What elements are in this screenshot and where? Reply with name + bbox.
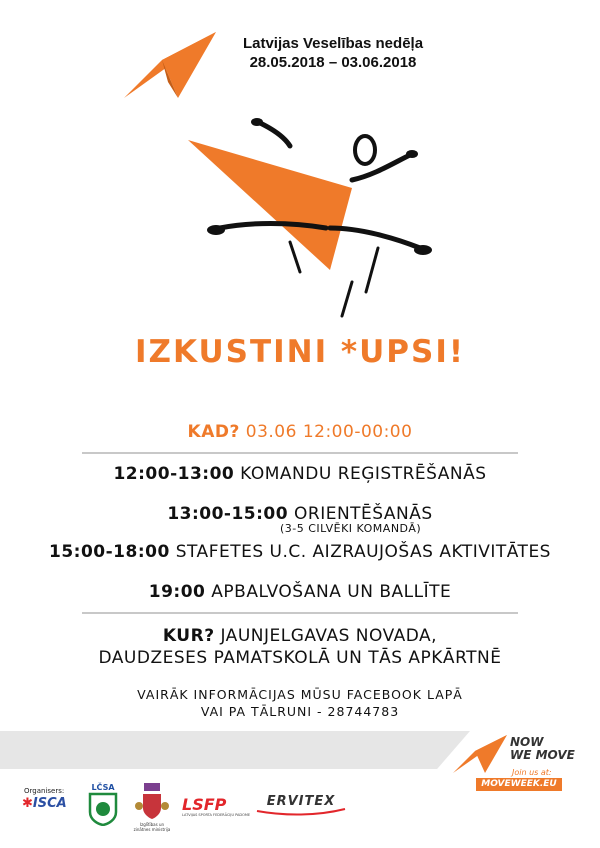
schedule-time: 12:00-13:00: [113, 464, 235, 484]
lsfp-subtitle: LATVIJAS SPORTA FEDERĀCIJU PADOME: [182, 813, 251, 817]
isca-logo-text: ISCA: [32, 796, 67, 811]
schedule-activity: KOMANDU REĢISTRĒŠANĀS: [240, 464, 487, 484]
info-line-2: VAI PA TĀLRUNI - 28744783: [200, 704, 400, 719]
coat-of-arms-icon: [135, 782, 169, 822]
when-label: KAD?: [187, 422, 240, 442]
brand-now: NOW: [510, 735, 544, 749]
divider-bottom: [82, 612, 518, 614]
schedule-activity: STAFETES U.C. AIZRAUJOŠAS AKTIVITĀTES: [175, 542, 551, 562]
moveweek-logo-icon: [122, 30, 218, 100]
schedule-time: 19:00: [148, 582, 206, 602]
schedule-item: [0, 504, 600, 524]
schedule-note: (3-5 CILVĒKI KOMANDĀ): [280, 522, 422, 535]
lcsa-logo-text: LČSA: [91, 783, 115, 792]
ervitex-logo: [255, 794, 347, 816]
where-line-2: DAUDZESES PAMATSKOLĀ UN TĀS APKĀRTNĒ: [98, 648, 502, 668]
where-label: KUR?: [162, 626, 215, 646]
schedule-activity: ORIENTĒŠANĀS: [294, 504, 433, 524]
schedule-item: [0, 542, 600, 562]
headline: IZKUSTINI *UPSI!: [134, 334, 466, 370]
divider-top: [82, 452, 518, 454]
event-name: Latvijas Veselības nedēļa: [242, 35, 424, 52]
organisers-label: Organisers:: [24, 787, 65, 795]
schedule-item: [0, 464, 600, 484]
now-we-move-logo-icon: [452, 734, 508, 774]
event-header: [218, 34, 448, 72]
when-value: 03.06 12:00-00:00: [245, 422, 413, 442]
schedule-time: 13:00-15:00: [167, 504, 289, 524]
info-line-1: VAIRĀK INFORMĀCIJAS MŪSU FACEBOOK LAPĀ: [137, 687, 463, 702]
where-line-1: [0, 626, 600, 646]
isca-logo: ✱ISCA: [22, 796, 67, 811]
when-row: [0, 422, 600, 442]
schedule-time: 15:00-18:00: [49, 542, 170, 562]
where-text-1: JAUNJELGAVAS NOVADA,: [220, 626, 438, 646]
lsfp-logo: LSFP: [182, 795, 227, 814]
brand-block: [510, 736, 575, 762]
footer-band: [0, 731, 470, 769]
brand-url: MOVEWEEK.EU: [476, 778, 562, 791]
ministry-logo-text: Izglītības un zinātnes ministrija: [133, 822, 171, 832]
schedule-activity: APBALVOŠANA UN BALLĪTE: [211, 582, 452, 602]
ervitex-logo-text: ERVITEX: [266, 794, 336, 809]
lcsa-logo: [88, 784, 118, 830]
brand-we-move: WE MOVE: [510, 748, 575, 762]
ministry-logo: [132, 782, 172, 832]
event-dates: 28.05.2018 – 03.06.2018: [249, 54, 417, 71]
brand-join: Join us at:: [512, 768, 552, 777]
jumping-figure-illustration: [180, 110, 450, 320]
schedule-item: [0, 582, 600, 602]
